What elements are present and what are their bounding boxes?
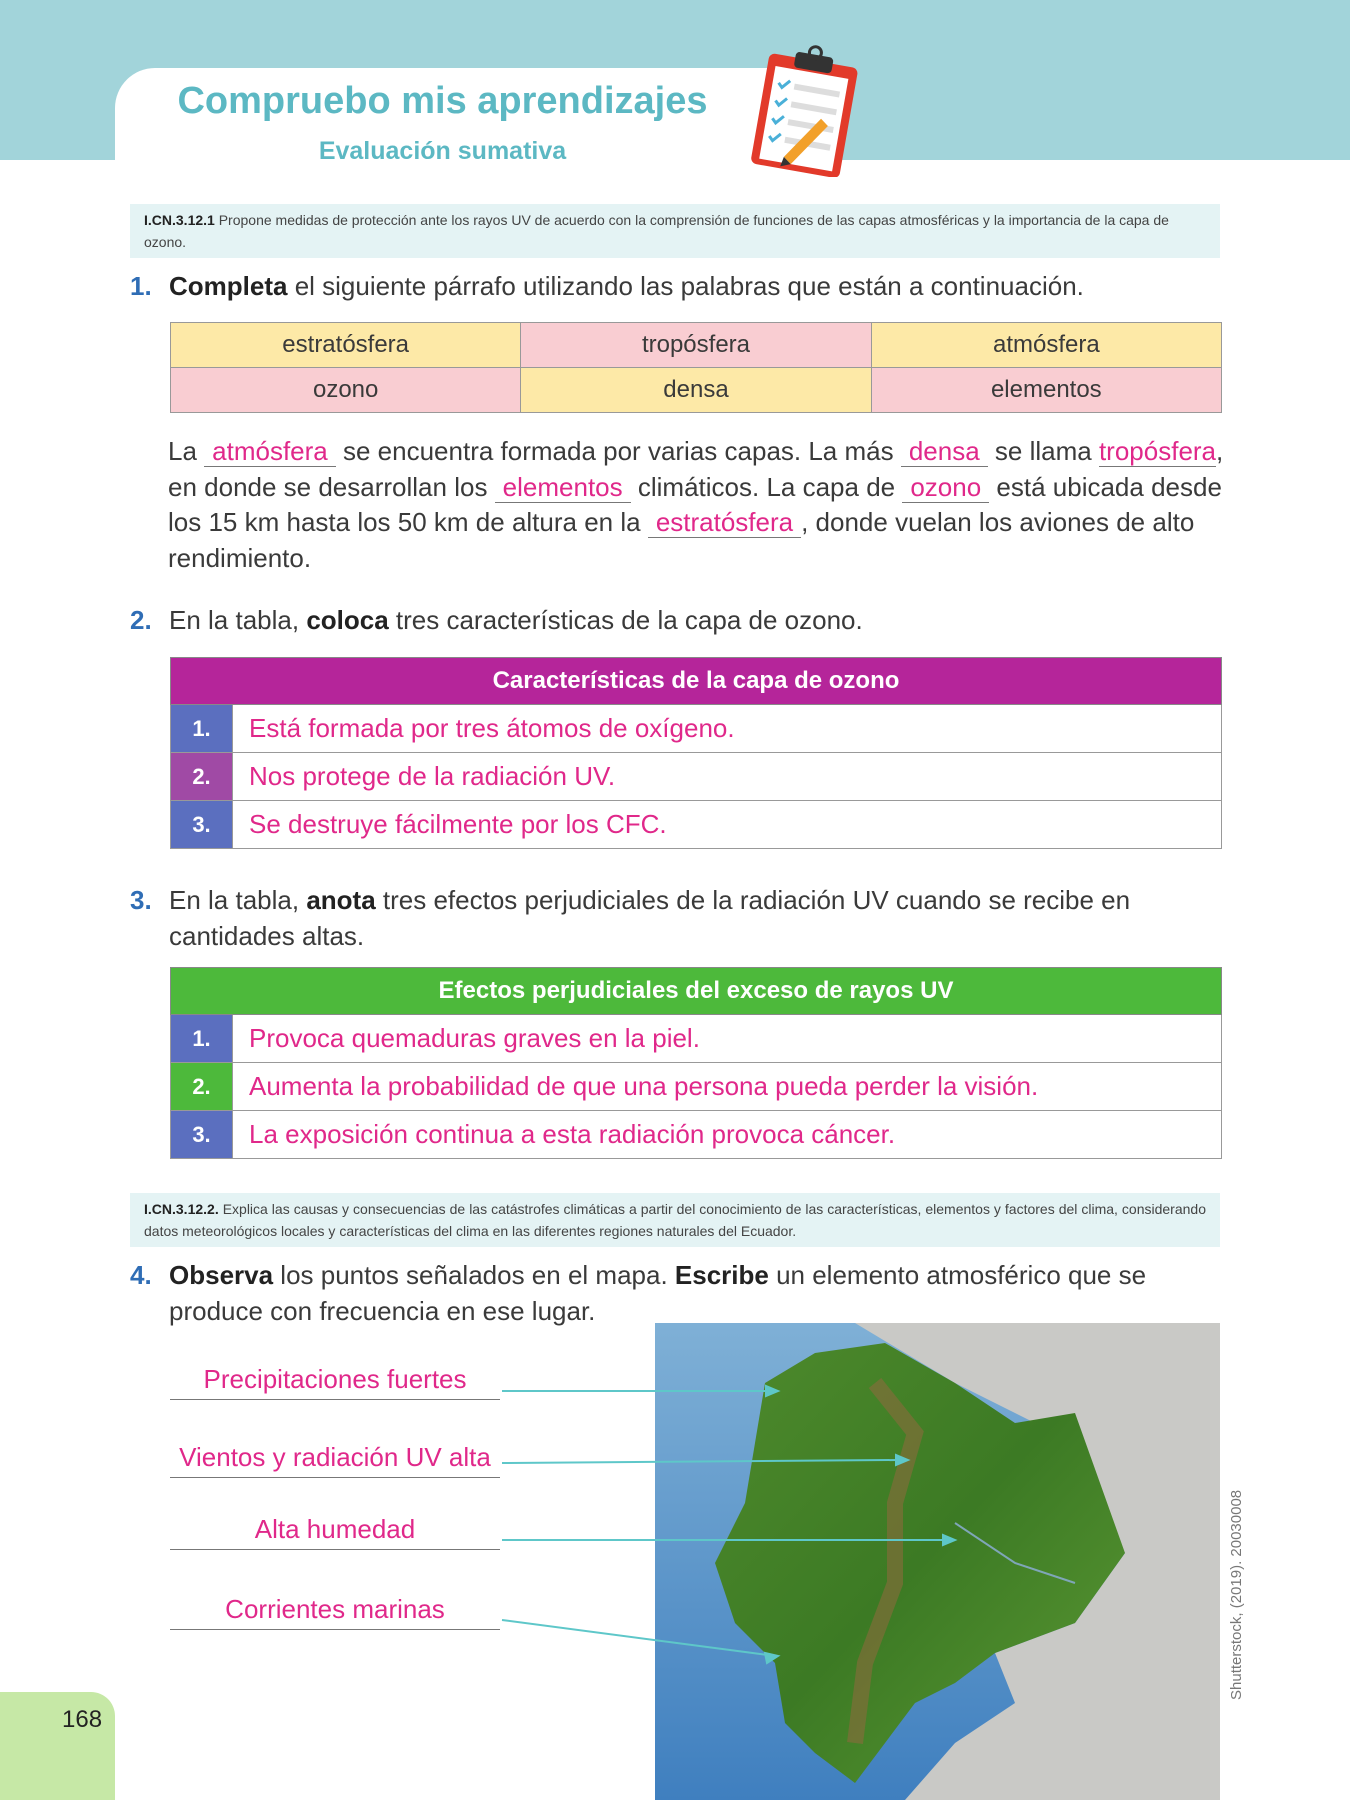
row-number: 1.	[171, 1015, 233, 1063]
question-text: tres características de la capa de ozono.	[388, 605, 863, 635]
table-row	[171, 1111, 1222, 1159]
row-number: 1.	[171, 705, 233, 753]
uv-effects-table	[170, 967, 1222, 1159]
question-text: tres efectos perjudiciales de la radiación UV cuando se recibe en cantidades altas.	[169, 885, 1131, 951]
map-answer-2[interactable]: Vientos y radiación UV alta	[170, 1442, 500, 1478]
question-verb: Escribe	[674, 1260, 769, 1290]
row-number: 3.	[171, 1111, 233, 1159]
ozone-characteristics-table	[170, 657, 1222, 849]
word-cell: atmósfera	[871, 323, 1221, 368]
question-verb: Observa	[169, 1260, 274, 1290]
fill-paragraph	[168, 434, 1228, 576]
table-header: Características de la capa de ozono	[171, 658, 1222, 705]
question-number: 2.	[130, 605, 152, 635]
indicator-text: Explica las causas y consecuencias de las catástrofes climáticas a partir del conocimiento de las características, elementos y factores del clima, considerando datos meteorológicos locales y características del clima en las diferentes regiones naturales del Ecuador.	[144, 1201, 1206, 1239]
table-row	[171, 1015, 1222, 1063]
question-verb: Completa	[169, 271, 288, 301]
paragraph-text: , donde vuelan los aviones de alto rendimiento.	[168, 507, 1195, 573]
answer-blank[interactable]: estratósfera	[648, 507, 801, 538]
question-text: el siguiente párrafo utilizando las palabras que están a continuación.	[287, 271, 1084, 301]
question-1	[130, 268, 1220, 304]
answer-blank[interactable]: densa	[901, 436, 988, 467]
image-credit: Shutterstock, (2019). 20030008	[1228, 1489, 1245, 1700]
question-text: un elemento atmosférico que se produce con frecuencia en ese lugar.	[169, 1260, 1147, 1326]
question-number: 4.	[130, 1260, 152, 1290]
answer-blank[interactable]: ozono	[902, 472, 989, 503]
page-subtitle: Evaluación sumativa	[318, 137, 567, 165]
paragraph-text: climáticos. La capa de	[630, 471, 903, 502]
answer-cell[interactable]: Provoca quemaduras graves en la piel.	[233, 1015, 1222, 1063]
map-answer-3[interactable]: Alta humedad	[170, 1514, 500, 1550]
word-cell: estratósfera	[171, 323, 521, 368]
answer-blank[interactable]: atmósfera	[204, 436, 336, 467]
question-2	[130, 602, 1220, 638]
answer-blank[interactable]: elementos	[495, 472, 631, 503]
answer-cell[interactable]: Está formada por tres átomos de oxígeno.	[233, 705, 1222, 753]
question-3	[130, 882, 1220, 954]
question-text: En la tabla,	[169, 885, 307, 915]
answer-blank[interactable]: tropósfera	[1098, 436, 1217, 466]
question-verb: coloca	[306, 605, 389, 635]
table-row	[171, 1063, 1222, 1111]
word-bank-table	[170, 322, 1222, 413]
indicator-box-1	[130, 204, 1220, 258]
question-text: En la tabla,	[169, 605, 307, 635]
table-row	[171, 801, 1222, 849]
question-text: los puntos señalados en el mapa.	[273, 1260, 675, 1290]
indicator-text: Propone medidas de protección ante los rayos UV de acuerdo con la comprensión de funciones de las capas atmosféricas y la importancia de la capa de ozono.	[144, 212, 1169, 250]
row-number: 2.	[171, 1063, 233, 1111]
answer-cell[interactable]: La exposición continua a esta radiación provoca cáncer.	[233, 1111, 1222, 1159]
paragraph-text: La	[168, 436, 205, 466]
question-number: 3.	[130, 885, 152, 915]
answer-cell[interactable]: Nos protege de la radiación UV.	[233, 753, 1222, 801]
label-arrows	[0, 1380, 1000, 1670]
question-verb: anota	[306, 885, 376, 915]
paragraph-text: , en donde se desarrollan los	[168, 436, 1224, 502]
paragraph-text: se llama	[987, 436, 1099, 466]
word-cell: elementos	[871, 368, 1221, 413]
map-answer-4[interactable]: Corrientes marinas	[170, 1594, 500, 1630]
word-cell: tropósfera	[521, 323, 871, 368]
row-number: 3.	[171, 801, 233, 849]
table-header: Efectos perjudiciales del exceso de rayos UV	[171, 968, 1222, 1015]
paragraph-text: se encuentra formada por varias capas. La más	[335, 436, 901, 466]
indicator-code: I.CN.3.12.2.	[144, 1201, 219, 1217]
table-row	[171, 705, 1222, 753]
indicator-code: I.CN.3.12.1	[144, 212, 215, 228]
word-cell: ozono	[171, 368, 521, 413]
page-number: 168	[62, 1706, 103, 1733]
table-row	[171, 753, 1222, 801]
page-title: Compruebo mis aprendizajes	[177, 80, 708, 122]
word-cell: densa	[521, 368, 871, 413]
indicator-box-2	[130, 1193, 1220, 1247]
question-4	[130, 1257, 1150, 1329]
row-number: 2.	[171, 753, 233, 801]
clipboard-checklist-icon	[742, 42, 870, 177]
answer-cell[interactable]: Aumenta la probabilidad de que una persona pueda perder la visión.	[233, 1063, 1222, 1111]
answer-cell[interactable]: Se destruye fácilmente por los CFC.	[233, 801, 1222, 849]
map-answer-1[interactable]: Precipitaciones fuertes	[170, 1364, 500, 1400]
question-number: 1.	[130, 271, 152, 301]
paragraph-text: está ubicada desde los 15 km hasta los 50 km de altura en la	[168, 471, 1222, 537]
